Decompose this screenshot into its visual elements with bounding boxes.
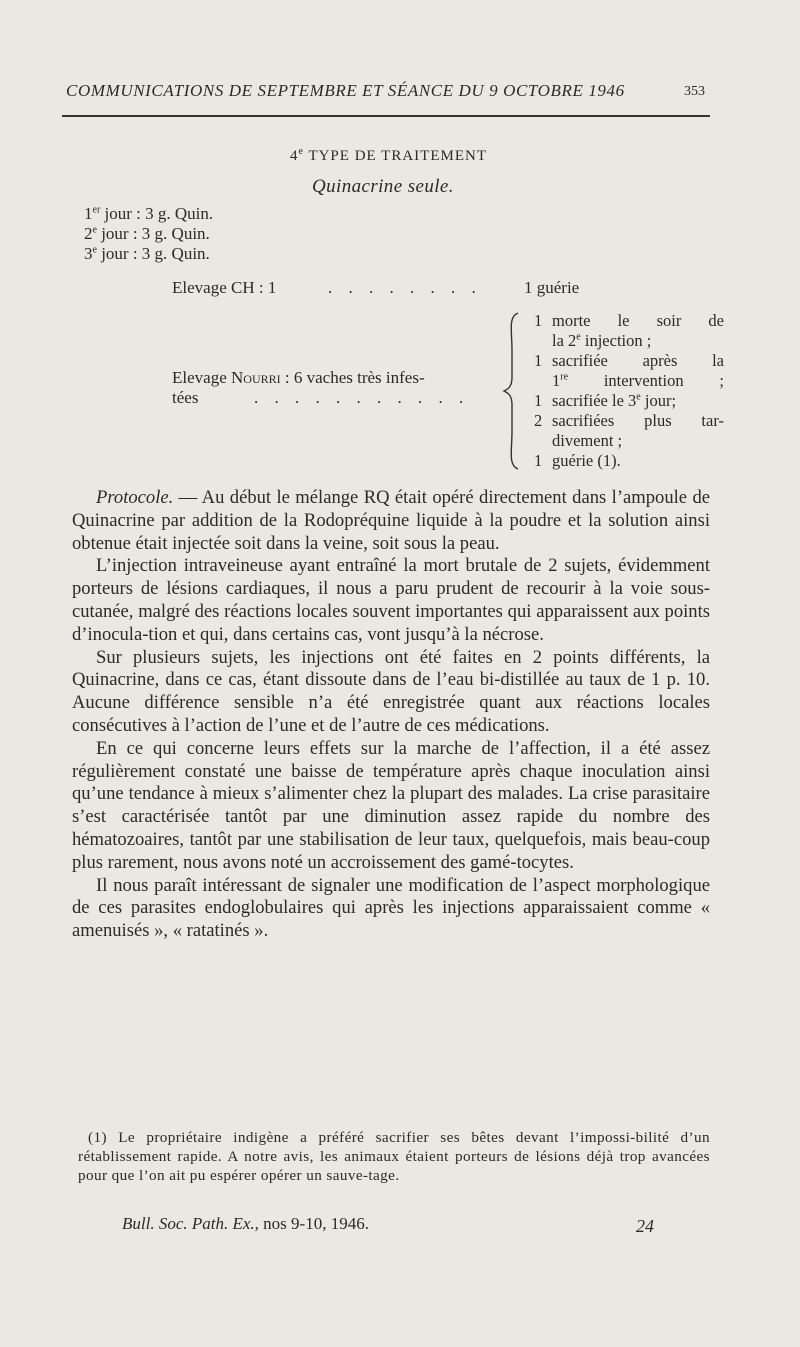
result-count: 1 [534,391,543,410]
day-ordinal: 1 [84,204,93,223]
day-ordinal: 2 [84,224,93,243]
type-suffix: e [298,146,304,157]
result-text-part: intervention ; [568,371,724,390]
day-ordinal-sup: e [92,224,97,236]
paragraph-protocole [72,487,710,555]
type-label: TYPE DE TRAITEMENT [308,148,487,164]
footnote-text: (1) Le propriétaire indigène a préféré sacrifier ses bêtes devant l’impossi-bilité d’un rétablissement rapide. A notre avis, les animaux étaient porteurs de lésions déjà trop avancées pour que l’on ait pu espérer opérer un sauve-tage. [78,1129,710,1184]
result-text: morte le soir de [552,311,724,330]
results-brace [500,311,524,471]
nourri-name: Nourri [231,368,281,387]
day-line-2 [84,224,213,244]
nourri-results-list [534,311,724,471]
result-item [534,411,724,431]
result-count: 1 [534,351,543,370]
result-item [534,391,724,411]
day-line-3 [84,244,213,264]
day-line-1 [84,204,213,224]
footnote [78,1128,710,1185]
paragraph: En ce qui concerne leurs effets sur la marche de l’affection, il a été assez régulièrement constaté une baisse de température après chaque inoculation ainsi qu’une tendance à mieux s’alimenter chez la plupart des malades. La crise parasitaire s’est caractérisée tantôt par une diminution assez rapide du nombre des hématozoaires, tantôt par une stabilisation de leur taux, quelquefois, mais beau-coup plus rarement, nous avons noté un accroissement des gamé-tocytes. [72,737,710,873]
result-item [534,351,724,371]
day-ordinal: 3 [84,244,93,263]
result-text-sup: e [576,331,581,343]
day-dose: jour : 3 g. Quin. [101,244,210,263]
day-ordinal-sup: e [92,244,97,256]
day-dose: jour : 3 g. Quin. [104,204,214,223]
treatment-subtitle: Quinacrine seule. [312,176,454,197]
result-text-part: injection ; [580,331,652,350]
result-text: sacrifiées plus tar- [552,411,724,430]
result-count: 2 [534,411,543,430]
journal-citation [122,1214,369,1234]
day-ordinal-sup: er [92,204,101,216]
protocole-label: Protocole. [96,487,174,508]
result-text-part: la 2 [552,331,577,350]
paragraph-text: — Au début le mélange RQ était opéré directement dans l’ampoule de Quinacrine par addition de la Rodopréquine liquide à la poudre et la solution ainsi obtenue était injectée soit dans la veine, soit sous la peau. [72,487,710,554]
running-header-title: COMMUNICATIONS DE SEPTEMBRE ET SÉANCE DU 9 OCTOBRE 1946 [66,81,625,100]
result-text: sacrifiée après la [552,351,724,370]
elevage-ch-label: Elevage CH : 1 [172,278,277,297]
result-text [552,391,724,411]
dosage-schedule [84,204,213,264]
nourri-line1-rest: : 6 vaches très infes- [284,368,425,387]
paragraph: L’injection intraveineuse ayant entraîné la mort brutale de 2 sujets, évidemment porteurs de lésions cardiaques, il nous a paru prudent de recourir à la voie sous-cutanée, malgré des réactions locales souvent importantes qui apparaissent aux points d’inocula-tion et qui, dans certains cas, vont jusqu’à la nécrose. [72,555,710,645]
result-continuation [534,331,724,351]
journal-issue: nos 9-10, 1946. [258,1214,369,1233]
result-text-part: jour; [640,391,677,410]
signature-mark: 24 [636,1216,654,1236]
paragraph: Sur plusieurs sujets, les injections ont été faites en 2 points différents, la Quinacrine, dans ce cas, étant dissoute dans de l’eau bi-distillée au taux de 1 p. 10. Aucune différence sensible n’a été enregistrée quant aux réactions locales consécutives à l’action de l’une et de l’autre de ces médications. [72,646,710,736]
header-rule [62,115,710,117]
result-count: 1 [534,451,543,470]
elevage-ch-leader-dots: . . . . . . . . [328,278,482,297]
result-text-sup: re [560,371,569,383]
result-text-part: 1 [552,371,561,390]
result-text-sup: e [636,391,641,403]
paragraph: Il nous paraît intéressant de signaler une modification de l’aspect morphologique de ces parasites endoglobulaires qui après les injections apparaissaient comme « amenuisés », « ratatinés ». [72,874,710,942]
elevage-nourri-leader-dots: . . . . . . . . . . . [254,388,470,407]
result-text-part: sacrifiée le 3 [552,391,637,410]
body-text [72,487,710,943]
result-count: 1 [534,311,543,330]
elevage-ch-result: 1 guérie [524,278,580,297]
page-number: 353 [684,84,705,99]
result-item [534,311,724,331]
journal-name: Bull. Soc. Path. Ex., [122,1214,259,1233]
type-number: 4 [290,148,299,164]
result-item [534,451,724,471]
treatment-type-heading [290,146,487,165]
result-continuation [534,371,724,391]
nourri-line2: tées [172,388,199,407]
result-continuation: divement ; [552,431,623,450]
result-text: guérie (1). [552,451,621,470]
day-dose: jour : 3 g. Quin. [101,224,210,243]
nourri-prefix: Elevage [172,368,227,387]
